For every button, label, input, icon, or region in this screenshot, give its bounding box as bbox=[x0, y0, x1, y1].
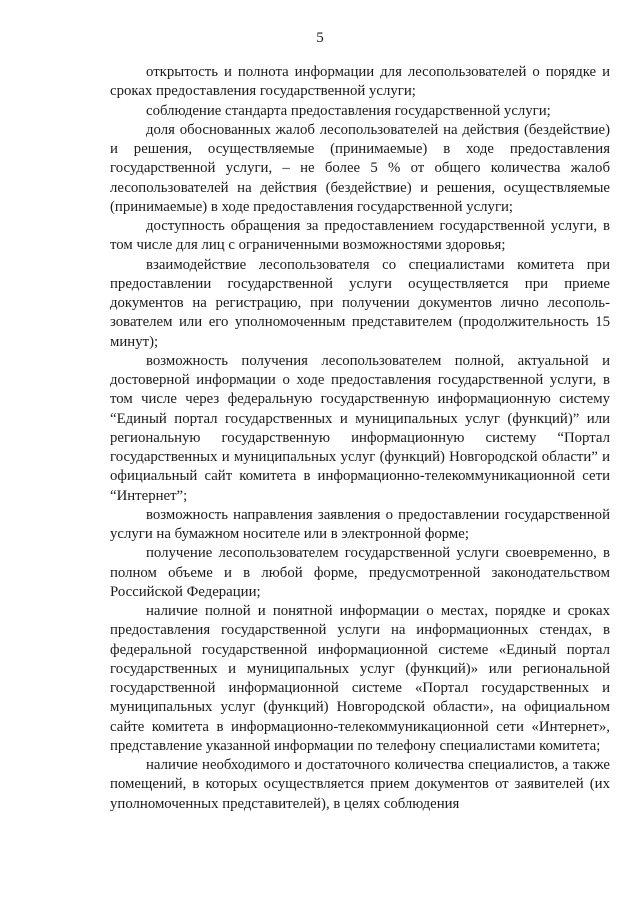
document-body bbox=[110, 63, 610, 814]
paragraph-accessibility: доступность обращения за предоставлением государственной услуги, в том числе для лиц с ограниченными возможностями здоровья; bbox=[110, 218, 610, 254]
paragraph-staff-premises: наличие необходимого и достаточного количества специалистов, а также помещений, в которых осуществляется прием документов от заявителей (их уполномоченных представителей), в целях соблюдения bbox=[110, 757, 610, 812]
paragraph-information-stands: наличие полной и понятной информации о местах, порядке и сроках предоставления государственной услуги на информационных стендах, в федеральной государственной информационной системе «Единый портал государственных и муниципальных услуг (функций)» или региональной государственной информационной системе «Портал государственных и муниципальных услуг (функций) Новгородской области», на официальном сайте комитета в информационно-телекоммуникационной сети «Интернет», представление указанной информации по телефону специалистами комитета; bbox=[110, 603, 610, 754]
paragraph-standard-compliance: соблюдение стандарта предоставления государственной услуги; bbox=[146, 102, 551, 119]
paragraph-progress-info: возможность получения лесопользователем полной, актуальной и достоверной информации о ходе предоставления государственной услуги, в том числе через федеральную государственную информационную систему “Единый портал государственных и муниципальных услуг (функций)” или региональную государственную информационную систему “Портал государственных и муниципальных услуг (функций) Новгородской области” и официальный сайт комитета в информационно-телекоммуникационной сети “Интернет”; bbox=[110, 352, 610, 504]
paragraph-timely-service: получение лесопользователем государственной услуги своевременно, в полном объеме и в любой форме, предусмотренной законодательством Российской Федерации; bbox=[110, 545, 610, 600]
paragraph-application-submission: возможность направления заявления о предоставлении государственной услуги на бумажном носителе или в электронной форме; bbox=[110, 506, 610, 542]
paragraph-interaction: взаимодействие лесопользователя со специалистами комитета при предоставлении государственной услуги осуществляется при приеме документов на регистрацию, при получении документов лично лесопользователем или его уполномоченным представителем (продолжительность 15 минут); bbox=[110, 256, 610, 350]
paragraph-complaints-share: доля обоснованных жалоб лесопользователей на действия (бездействие) и решения, осуществляемые (принимаемые) в ходе предоставления государственной услуги, – не более 5 % от общего количества жалоб лесопользователей на действия (бездействие) и решения, осуществляемые (принимаемые) в ходе предоставления государственной услуги; bbox=[110, 121, 610, 215]
paragraph-info-openness: открытость и полнота информации для лесопользователей о порядке и сроках предоставления государственной услуги; bbox=[110, 64, 610, 100]
page-number: 5 bbox=[316, 30, 324, 46]
